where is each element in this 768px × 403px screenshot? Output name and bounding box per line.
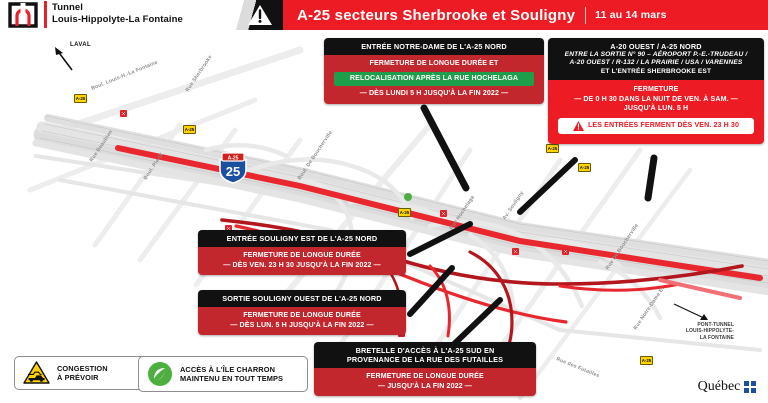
callout-title: A-20 OUEST / A-25 NORD bbox=[610, 42, 702, 51]
callout-title-line: BRETELLE D'ACCÈS À L'A-25 SUD EN bbox=[355, 346, 495, 355]
pont-tunnel-line-3: LA FONTAINE bbox=[699, 334, 734, 341]
congestion-marker: A-25 bbox=[75, 96, 86, 101]
callout-bretelle-futailles bbox=[314, 342, 536, 396]
page-title: A-25 secteurs Sherbrooke et Souligny bbox=[297, 6, 576, 24]
svg-text:Av. Souligny: Av. Souligny bbox=[501, 190, 526, 222]
warning-triangle-icon bbox=[573, 121, 584, 131]
callout-title: SORTIE SOULIGNY OUEST DE L'A-25 NORD bbox=[198, 290, 406, 307]
congestion-marker: A-25 bbox=[547, 146, 558, 151]
callout-sortie-souligny-ouest bbox=[198, 290, 406, 335]
legend-congestion bbox=[14, 356, 146, 390]
congestion-marker: A-25 bbox=[579, 165, 590, 170]
svg-text:Rue Hochelaga: Rue Hochelaga bbox=[448, 194, 477, 232]
closure-marker bbox=[562, 248, 569, 255]
callout-body-line: — DÈS VEN. 23 H 30 JUSQU'À LA FIN 2022 — bbox=[223, 260, 381, 269]
green-leaf-icon bbox=[147, 361, 173, 387]
callout-highlight: RELOCALISATION APRÈS LA RUE HOCHELAGA bbox=[334, 72, 534, 87]
callout-title: ENTRÉE SOULIGNY EST DE L'A-25 NORD bbox=[198, 230, 406, 247]
callout-footer: — DÈS LUNDI 5 H JUSQU'À LA FIN 2022 — bbox=[359, 89, 509, 97]
closure-marker bbox=[512, 248, 519, 255]
callout-body bbox=[548, 80, 764, 144]
callout-body bbox=[324, 55, 544, 104]
direction-arrow-icon bbox=[52, 46, 76, 72]
callout-title-block bbox=[314, 342, 536, 368]
pont-tunnel-line-1: PONT-TUNNEL bbox=[697, 322, 734, 328]
callout-subtitle-line: ENTRE LA SORTIE N° 90 – AÉROPORT P.-E.-TRUDEAU / bbox=[564, 51, 748, 58]
callout-title-line: PROVENANCE DE LA RUE DES FUTAILLES bbox=[346, 355, 504, 364]
page-header bbox=[0, 0, 768, 30]
callout-body bbox=[198, 247, 406, 275]
green-access-marker bbox=[404, 193, 412, 201]
title-separator bbox=[585, 7, 586, 24]
callout-body-line: FERMETURE DE LONGUE DURÉE bbox=[243, 251, 361, 259]
congestion-marker: A-25 bbox=[184, 127, 195, 132]
callout-body-line: FERMETURE bbox=[633, 85, 679, 94]
svg-text:Boul. Pie-IX: Boul. Pie-IX bbox=[142, 151, 166, 182]
svg-text:Rue Sherbrooke: Rue Sherbrooke bbox=[184, 54, 214, 94]
svg-text:Rue Notre-Dame E.: Rue Notre-Dame E. bbox=[632, 285, 666, 332]
callout-body-line: JUSQU'À LUN. 5 H bbox=[623, 104, 689, 113]
callout-title: ENTRÉE NOTRE-DAME DE L'A-25 NORD bbox=[324, 38, 544, 55]
legend-ile-charron-text bbox=[180, 365, 283, 384]
header-title-bar bbox=[283, 0, 768, 30]
brand-name bbox=[52, 2, 183, 26]
direction-label-laval: LAVAL bbox=[70, 42, 92, 48]
callout-body-line: FERMETURE DE LONGUE DURÉE bbox=[243, 311, 361, 319]
legend-ile-charron bbox=[138, 356, 308, 392]
quebec-government-logo bbox=[698, 379, 756, 395]
tunnel-portal-icon bbox=[6, 1, 40, 29]
brand-line-2: Louis-Hippolyte-La Fontaine bbox=[52, 14, 183, 25]
congestion-marker: A-25 bbox=[641, 358, 652, 363]
pont-tunnel-line-2: LOUIS-HIPPOLYTE- bbox=[685, 328, 734, 335]
callout-body-line: FERMETURE DE LONGUE DURÉE ET bbox=[369, 59, 499, 67]
callout-a20-ouest-a25-nord bbox=[548, 38, 764, 144]
pont-tunnel-pointer-icon bbox=[672, 302, 712, 324]
congestion-warning-icon bbox=[23, 361, 50, 385]
callout-body bbox=[198, 307, 406, 335]
brand-line-1: Tunnel bbox=[52, 2, 84, 13]
svg-text:Rue Beaubien: Rue Beaubien bbox=[88, 129, 115, 164]
callout-body bbox=[314, 368, 536, 396]
legend-line: CONGESTION bbox=[57, 363, 108, 373]
svg-text:Rue des Futailles: Rue des Futailles bbox=[555, 356, 601, 380]
legend-line: MAINTENU EN TOUT TEMPS bbox=[180, 374, 284, 383]
legend-congestion-text bbox=[57, 364, 108, 383]
callout-alert-text: LES ENTRÉES FERMENT DÈS VEN. 23 H 30 bbox=[587, 120, 740, 129]
closure-marker bbox=[440, 210, 447, 217]
callout-body-line: — DÈS LUN. 5 H JUSQU'À LA FIN 2022 — bbox=[230, 320, 374, 329]
callout-body-line: — JUSQU'À LA FIN 2022 — bbox=[378, 381, 472, 390]
congestion-marker: A-25 bbox=[399, 210, 410, 215]
callout-body-line: — DE 0 H 30 DANS LA NUIT DE VEN. À SAM. — bbox=[574, 94, 738, 103]
date-range: 11 au 14 mars bbox=[595, 9, 667, 21]
callout-entree-souligny-est bbox=[198, 230, 406, 275]
warning-triangle-icon bbox=[247, 3, 273, 27]
callout-alert bbox=[558, 118, 754, 134]
svg-text:25: 25 bbox=[225, 164, 241, 179]
svg-text:Boul. Louis-H.-La Fontaine: Boul. Louis-H.-La Fontaine bbox=[90, 59, 159, 92]
quebec-wordmark: Québec bbox=[697, 379, 741, 394]
callout-subtitle-line: ET L'ENTRÉE SHERBROOKE EST bbox=[600, 67, 712, 75]
callout-subtitle-line: A-20 OUEST / R-132 / LA PRAIRIE / USA / VARENNES bbox=[569, 59, 743, 67]
svg-text:Boul. De Boucherville: Boul. De Boucherville bbox=[296, 129, 334, 182]
quebec-flag-icon bbox=[744, 381, 756, 393]
legend-line: ACCÈS À L'ÎLE CHARRON bbox=[180, 364, 276, 374]
callout-body-line: FERMETURE DE LONGUE DURÉE bbox=[366, 372, 484, 380]
legend-line: À PRÉVOIR bbox=[57, 373, 99, 382]
svg-text:A-25: A-25 bbox=[227, 155, 239, 162]
callout-entree-notre-dame bbox=[324, 38, 544, 104]
header-divider bbox=[44, 1, 47, 28]
pont-tunnel-label bbox=[650, 322, 734, 341]
closure-marker bbox=[120, 110, 127, 117]
callout-title-block bbox=[548, 38, 764, 80]
svg-text:Rue De Boucherville: Rue De Boucherville bbox=[604, 222, 640, 272]
